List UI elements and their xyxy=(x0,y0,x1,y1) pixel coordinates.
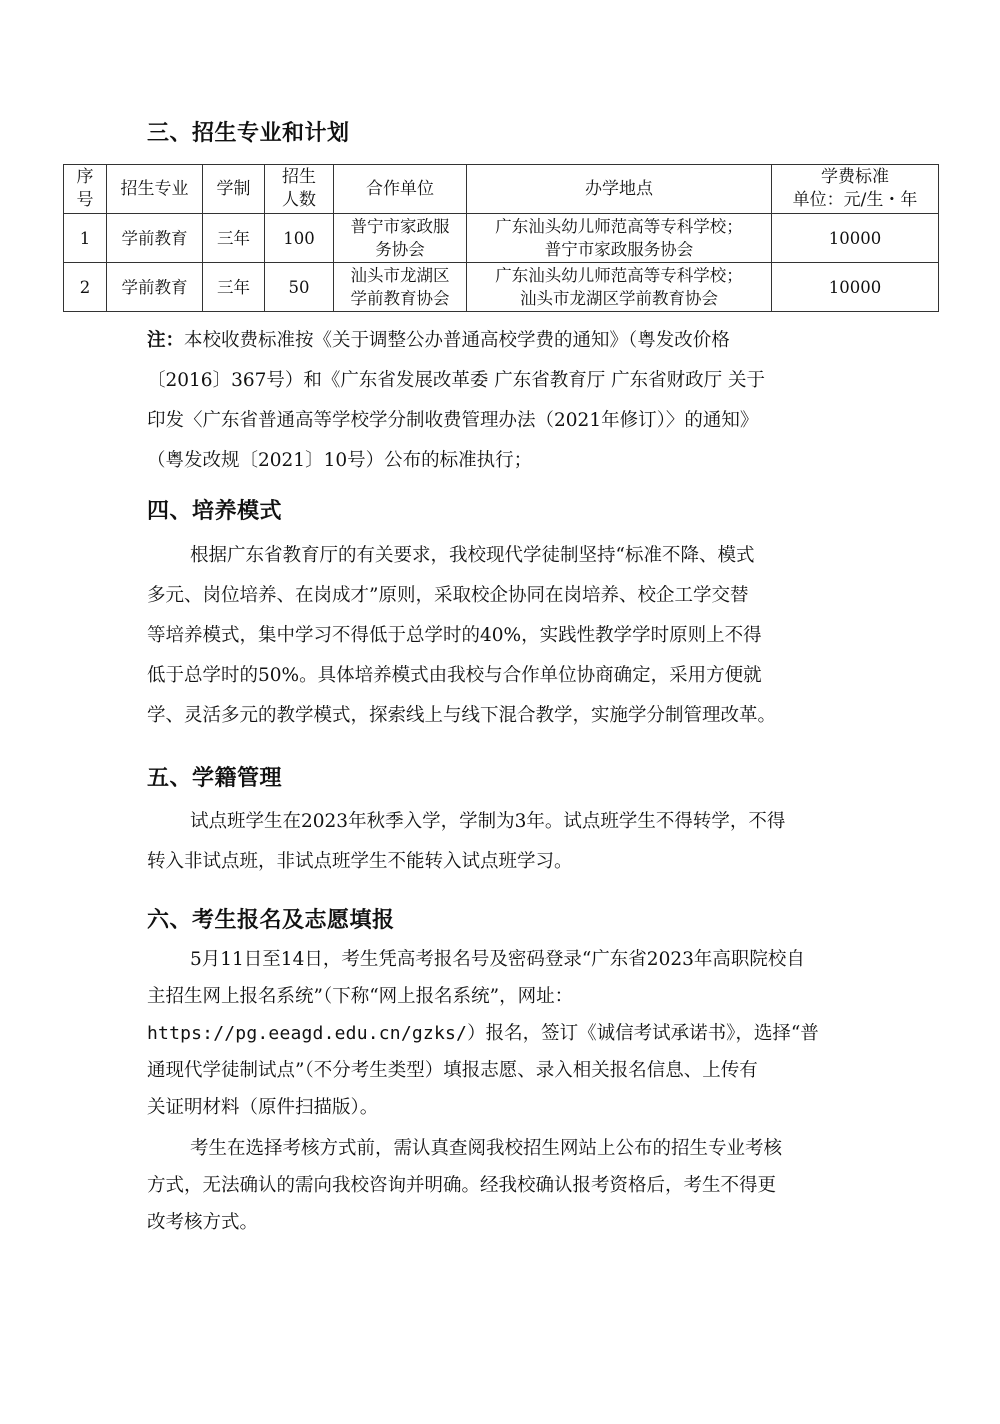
table-row xyxy=(64,214,939,263)
section-4-heading: 四、培养模式 xyxy=(147,499,283,524)
header-duration: 学制 xyxy=(203,165,265,214)
cell-location: 广东汕头幼儿师范高等专科学校； 汕头市龙湖区学前教育协会 xyxy=(467,263,772,312)
student-status-paragraph: 试点班学生在2023年秋季入学，学制为3年。试点班学生不得转学，不得 转入非试点班，非试点班学生不能转入试点班学习。 xyxy=(147,811,786,872)
cell-partner: 汕头市龙湖区 学前教育协会 xyxy=(334,263,467,312)
enrollment-plan-table xyxy=(63,164,939,312)
note-label: 注： xyxy=(147,330,185,351)
cell-location: 广东汕头幼儿师范高等专科学校； 普宁市家政服务协会 xyxy=(467,214,772,263)
cell-seq: 2 xyxy=(64,263,107,312)
cell-duration: 三年 xyxy=(203,263,265,312)
cell-major: 学前教育 xyxy=(107,214,203,263)
cell-partner: 普宁市家政服 务协会 xyxy=(334,214,467,263)
assessment-paragraph: 考生在选择考核方式前，需认真查阅我校招生网站上公布的招生专业考核 方式，无法确认的需向我校咨询并明确。经我校确认报考资格后，考生不得更 改考核方式。 xyxy=(147,1138,783,1233)
cell-fee: 10000 xyxy=(772,263,939,312)
cell-major: 学前教育 xyxy=(107,263,203,312)
cell-enrollment: 50 xyxy=(265,263,334,312)
header-major: 招生专业 xyxy=(107,165,203,214)
fee-note: 注：本校收费标准按《关于调整公办普通高校学费的通知》（粤发改价格 〔2016〕367号）和《广东省发展改革委 广东省教育厅 广东省财政厅 关于 印发〈广东省普通高等学校学分制收费管理办法（2021年修订）〉的通知》 （粤发改规〔2021〕10号）公布的标准执行； xyxy=(147,330,766,471)
section-5-heading: 五、学籍管理 xyxy=(147,766,283,791)
header-seq: 序 号 xyxy=(64,165,107,214)
training-mode-paragraph: 根据广东省教育厅的有关要求，我校现代学徒制坚持“标准不降、模式 多元、岗位培养、在岗成才”原则，采取校企协同在岗培养、校企工学交替 等培养模式，集中学习不得低于总学时的40%，实践性教学学时原则上不得 低于总学时的50%。具体培养模式由我校与合作单位协商确定，采用方便就 学、灵活多元的教学模式，探索线上与线下混合教学，实施学分制管理改革。 xyxy=(147,545,777,726)
section-3-heading: 三、招生专业和计划 xyxy=(147,121,350,146)
header-fee: 学费标准 单位：元/生・年 xyxy=(772,165,939,214)
section-6-heading: 六、考生报名及志愿填报 xyxy=(147,908,395,933)
cell-fee: 10000 xyxy=(772,214,939,263)
table-header-row xyxy=(64,165,939,214)
header-partner: 合作单位 xyxy=(334,165,467,214)
header-location: 办学地点 xyxy=(467,165,772,214)
registration-url-link[interactable]: https://pg.eeagd.edu.cn/gzks/ xyxy=(147,1023,468,1044)
table-row xyxy=(64,263,939,312)
cell-duration: 三年 xyxy=(203,214,265,263)
cell-seq: 1 xyxy=(64,214,107,263)
header-enrollment: 招生 人数 xyxy=(265,165,334,214)
cell-enrollment: 100 xyxy=(265,214,334,263)
registration-paragraph: 5月11日至14日，考生凭高考报名号及密码登录“广东省2023年高职院校自 主招生网上报名系统”（下称“网上报名系统”，网址： https://pg.eeagd.edu.cn/gzks/）报名，签订《诚信考试承诺书》，选择“普 通现代学徒制试点”（不分考生类型）填报志愿、录入相关报名信息、上传有 关证明材料（原件扫描版）。 xyxy=(147,949,819,1118)
